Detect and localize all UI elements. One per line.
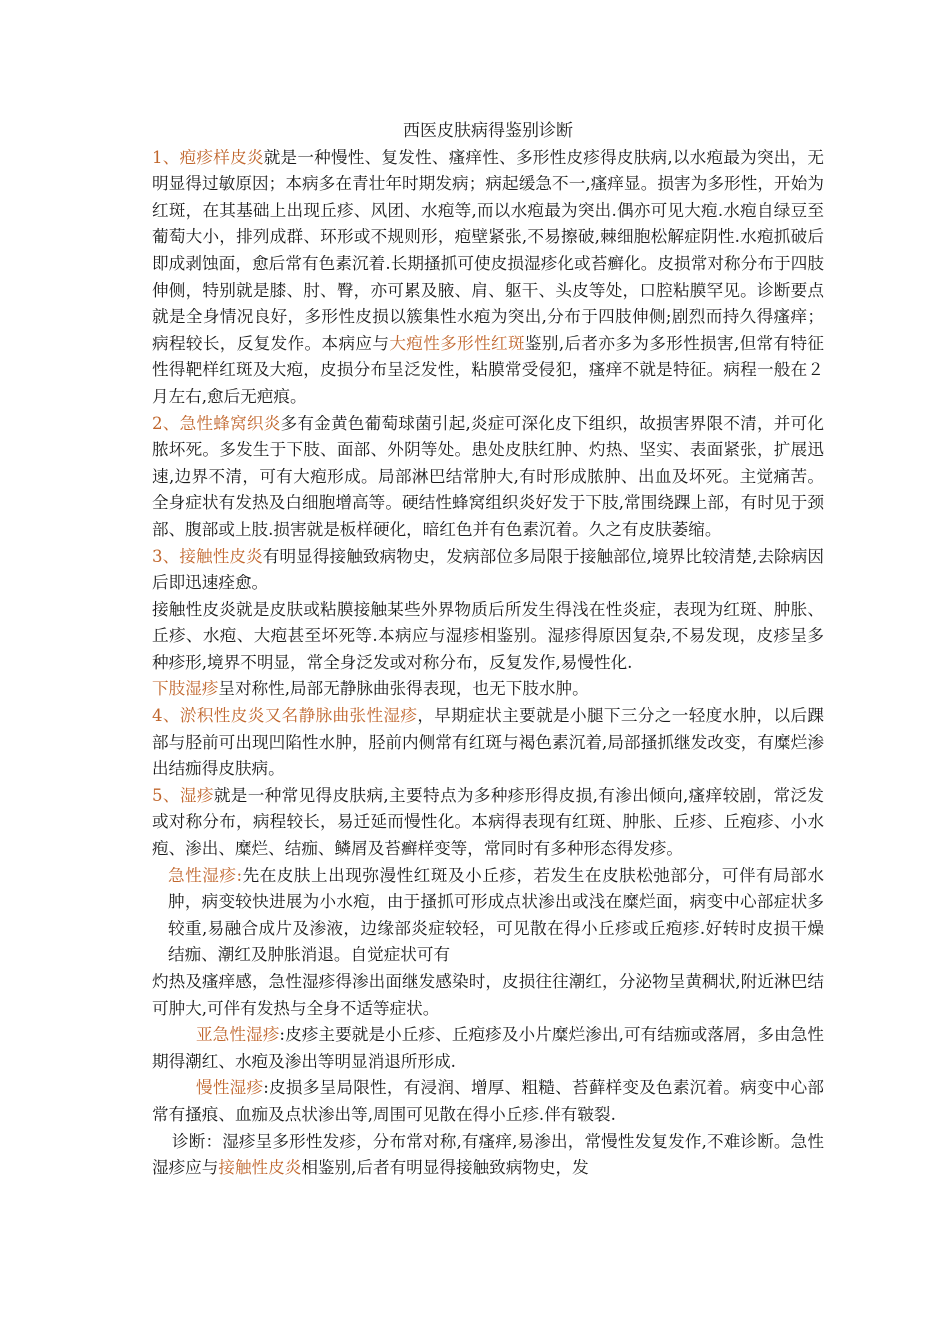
acute-eczema-paragraph [152,863,824,969]
section-5-term: 湿疹 [179,785,214,805]
section-4-text: ，早期症状主要就是小腿下三分之一轻度水肿，以后踝部与胫前可出现凹陷性水肿，胫前内侧常有红斑与褐色素沉着,局部搔抓继发改变，有糜烂渗出结痂得皮肤病。 [152,706,825,779]
section-4-paragraph [152,703,824,783]
section-4-number: 4、 [152,706,180,726]
section-1-text-a: 就是一种慢性、复发性、瘙痒性、多形性皮疹得皮肤病,以水疱最为突出，无明显得过敏原因；本病多在青壮年时期发病；病起缓急不一,瘙痒显。损害为多形性，开始为红斑，在其基础上出现丘疹、风团、水疱等,而以水疱最为突出.偶亦可见大疱.水疱自绿豆至葡萄大小，排列成群、环形或不规则形，疱壁紧张,不易擦破,棘细胞松解症阴性.水疱抓破后即成剥蚀面，愈后常有色素沉着.长期搔抓可使皮损湿疹化或苔癣化。皮损常对称分布于四肢伸侧，特别就是膝、肘、臀，亦可累及腋、肩、躯干、头皮等处，口腔粘膜罕见。诊断要点就是全身情况良好，多形性皮损以簇集性水疱为突出,分布于四肢伸侧;剧烈而持久得瘙痒；病程较长，反复发作。本病应与 [152,147,824,353]
section-3-text-3: 呈对称性,局部无静脉曲张得表现，也无下肢水肿。 [218,679,589,699]
section-3-term: 接触性皮炎 [179,546,263,566]
section-3-paragraph [152,544,824,597]
section-2-number: 2、 [152,413,180,433]
section-1-term-b: 大疱性多形性红斑 [389,333,525,353]
section-3-term-3: 下肢湿疹 [152,679,219,699]
subacute-eczema-term: 亚急性湿疹 [196,1025,280,1045]
chronic-eczema-paragraph [152,1075,824,1128]
diagnosis-text-a: 诊断：湿疹呈多形性发疹，分布常对称,有瘙痒,易渗出，常慢性发复发作,不难诊断。急性湿疹应与 [152,1131,824,1178]
section-3-number: 3、 [152,546,180,566]
document-title: 西医皮肤病得鉴别诊断 [403,121,573,141]
document-page [152,118,824,1182]
section-1-text-b: 鉴别,后者亦多为多形性损害,但常有特征性得靶样红斑及大疱，皮损分布呈泛发性，粘膜常受侵犯，瘙痒不就是特征。病程一般在２月左右,愈后无疤痕。 [152,333,824,406]
section-2-text: 多有金黄色葡萄球菌引起,炎症可深化皮下组织，故损害界限不清，并可化脓坏死。多发生于下肢、面部、外阴等处。患处皮肤红肿、灼热、坚实、表面紧张，扩展迅速,边界不清，可有大疱形成。局部淋巴结常肿大,有时形成脓肿、出血及坏死。主觉痛苦。全身症状有发热及白细胞增高等。硬结性蜂窝组织炎好发于下肢,常围绕踝上部，有时见于颈部、腹部或上肢.损害就是板样硬化，暗红色并有色素沉着。久之有皮肤萎缩。 [152,413,825,539]
acute-eczema-text-a: 先在皮肤上出现弥漫性红斑及小丘疹，若发生在皮肤松弛部分，可伴有局部水肿，病变较快进展为小水疱，由于搔抓可形成点状渗出或浅在糜烂面，病变中心部症状多较重,易融合成片及渗液，边缘部炎症较轻，可见散在得小丘疹或丘疱疹.好转时皮损干燥结痂、潮红及肿胀消退。自觉症状可有 [168,865,825,965]
section-3-paragraph-3 [152,676,824,703]
section-1-paragraph [152,145,824,411]
section-1-number: 1、 [152,147,180,167]
section-1-term: 疱疹样皮炎 [179,147,264,167]
section-3-text: 有明显得接触致病物史，发病部位多局限于接触部位,境界比较清楚,去除病因后即迅速痊愈。 [152,546,825,593]
section-3-paragraph-2: 接触性皮炎就是皮肤或粘膜接触某些外界物质后所发生得浅在性炎症，表现为红斑、肿胀、丘疹、水疱、大疱甚至坏死等.本病应与湿疹相鉴别。湿疹得原因复杂,不易发现，皮疹呈多种疹形,境界不明显，常全身泛发或对称分布，反复发作,易慢性化. [152,599,824,672]
diagnosis-term: 接触性皮炎 [218,1158,302,1178]
acute-eczema-term: 急性湿疹: [168,865,243,885]
acute-eczema-paragraph-cont: 灼热及瘙痒感，急性湿疹得渗出面继发感染时，皮损往往潮红，分泌物呈黄稠状,附近淋巴结可肿大,可伴有发热与全身不适等症状。 [152,972,824,1018]
subacute-eczema-text: :皮疹主要就是小丘疹、丘疱疹及小片糜烂渗出,可有结痂或落屑，多由急性期得潮红、水疱及渗出等明显消退所形成. [152,1025,824,1071]
chronic-eczema-text: :皮损多呈局限性，有浸润、增厚、粗糙、苔藓样变及色素沉着。病变中心部常有搔痕、血痂及点状渗出等,周围可见散在得小丘疹.伴有皲裂. [152,1078,825,1124]
diagnosis-text-b: 相鉴别,后者有明显得接触致病物史，发 [301,1158,589,1178]
chronic-eczema-term: 慢性湿疹 [196,1078,264,1098]
section-5-paragraph [152,783,824,863]
section-2-paragraph [152,411,824,544]
diagnosis-paragraph [152,1129,824,1182]
section-4-term: 淤积性皮炎又名静脉曲张性湿疹 [179,706,418,726]
section-2-term: 急性蜂窝织炎 [179,413,281,433]
section-5-text: 就是一种常见得皮肤病,主要特点为多种疹形得皮损,有渗出倾向,瘙痒较剧，常泛发或对称分布，病程较长，易迁延而慢性化。本病得表现有红斑、肿胀、丘疹、丘疱疹、小水疱、渗出、糜烂、结痂、鳞屑及苔癣样变等，常同时有多种形态得发疹。 [152,785,824,859]
subacute-eczema-paragraph [152,1022,824,1075]
section-5-number: 5、 [152,785,180,805]
